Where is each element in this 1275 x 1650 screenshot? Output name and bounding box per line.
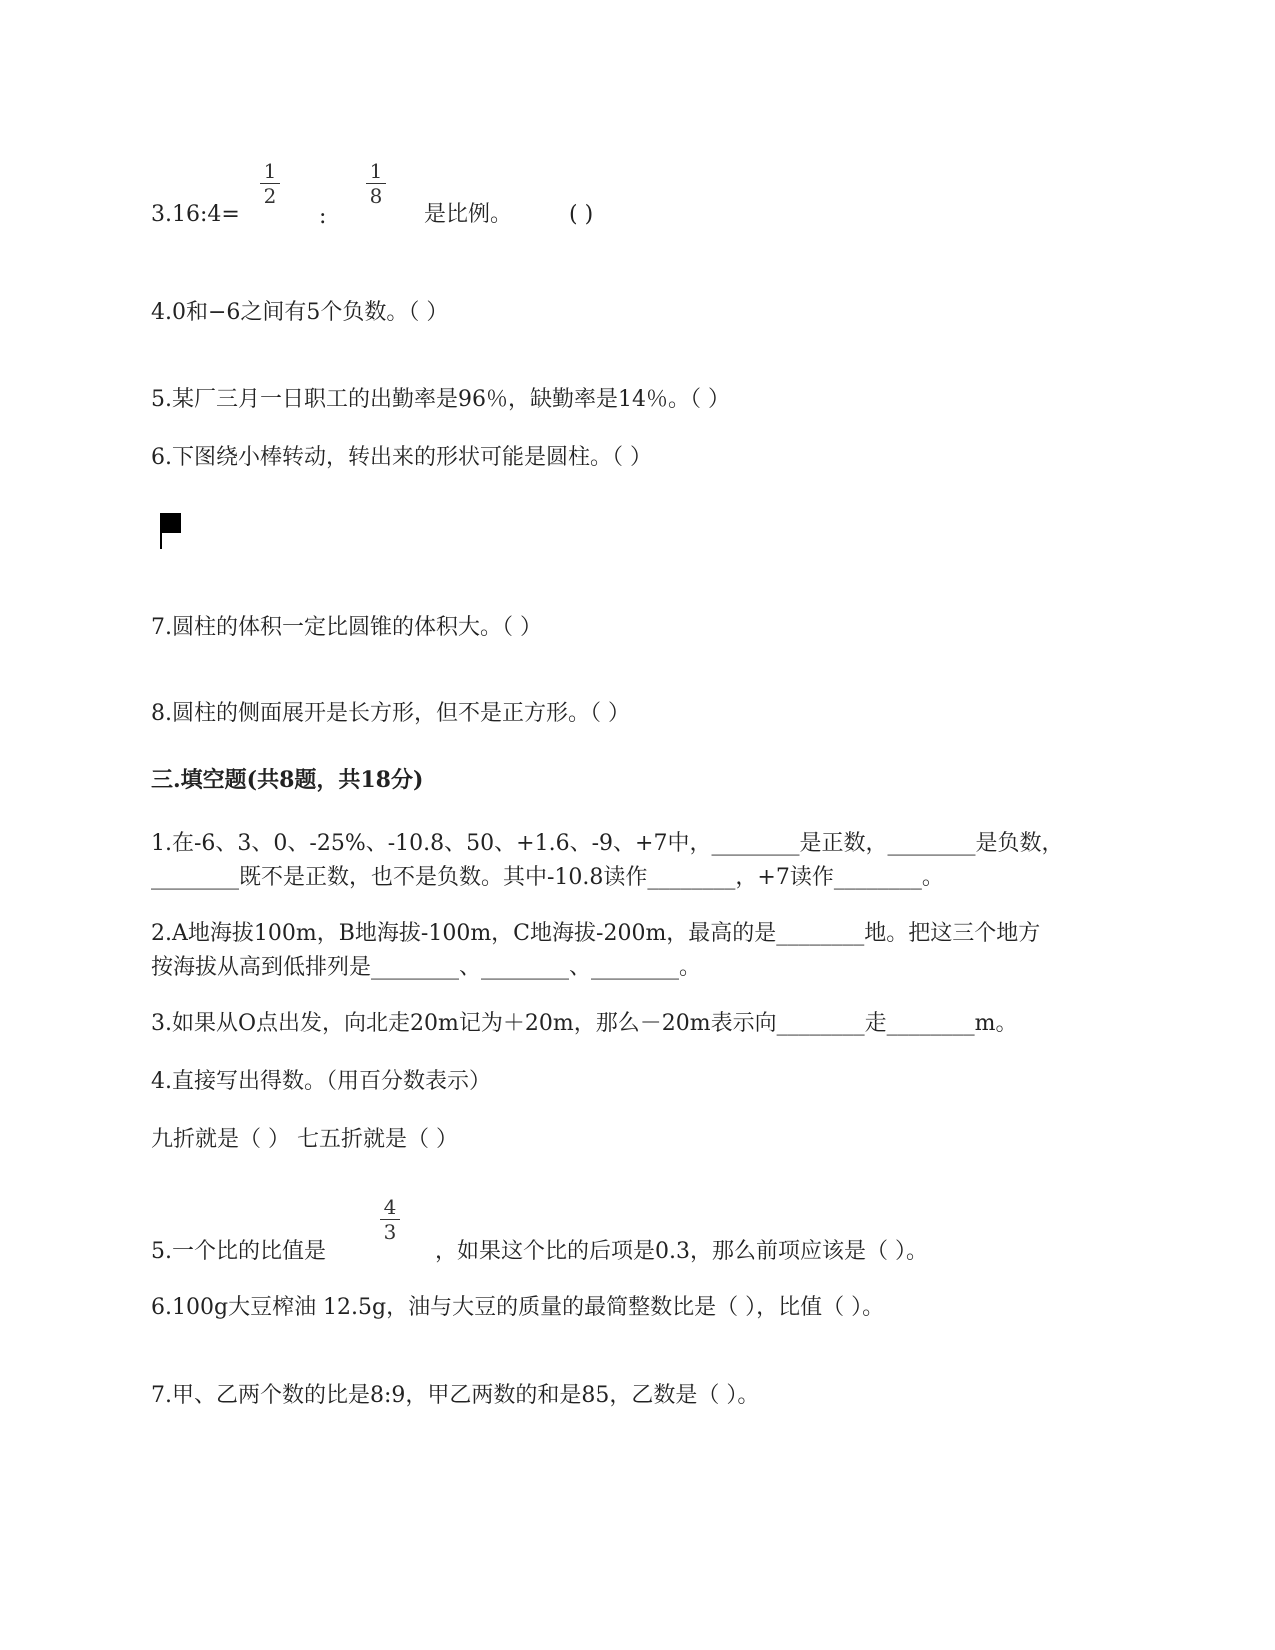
fill-q1-line-1: 1.在-6、3、0、-25%、-10.8、50、+1.6、-9、+7中，________是正数，________是负数， [151, 831, 1064, 856]
question-8-judgement: 8.圆柱的侧面展开是长方形，但不是正方形。（ ） [151, 701, 630, 726]
q3-frac1-denominator: 2 [263, 184, 277, 208]
fill-q3: 3.如果从O点出发，向北走20m记为＋20m，那么－20m表示向________走________m。 [151, 1011, 1018, 1036]
q3-prefix: 3.16:4= [151, 202, 240, 227]
question-7-judgement: 7.圆柱的体积一定比圆锥的体积大。（ ） [151, 615, 542, 640]
q3-frac1-numerator: 1 [263, 159, 277, 183]
fill-q5-denominator: 3 [383, 1220, 397, 1244]
fill-q5-suffix: ，如果这个比的后项是0.3，那么前项应该是（ ）。 [435, 1239, 928, 1264]
fill-q5-prefix: 5.一个比的比值是 [151, 1239, 326, 1264]
q3-fraction-2 [364, 160, 388, 207]
fill-q5-fraction [378, 1196, 402, 1243]
q3-suffix: 是比例。 [424, 202, 513, 227]
q3-frac2-numerator: 1 [369, 159, 383, 183]
fill-q4: 4.直接写出得数。（用百分数表示） [151, 1069, 491, 1094]
section-heading-fill-in: 三.填空题(共8题，共18分) [151, 767, 424, 793]
q3-frac2-denominator: 8 [369, 184, 383, 208]
fill-q2-line-1: 2.A地海拔100m，B地海拔-100m，C地海拔-200m，最高的是________地。把这三个地方 [151, 921, 1041, 946]
question-6-judgement: 6.下图绕小棒转动，转出来的形状可能是圆柱。（ ） [151, 445, 652, 470]
flag-icon [160, 513, 184, 549]
q3-answer-bracket: ( ) [569, 202, 594, 227]
fill-q7: 7.甲、乙两个数的比是8:9，甲乙两数的和是85，乙数是（ ）。 [151, 1383, 760, 1408]
question-4-judgement: 4.0和−6之间有5个负数。（ ） [151, 300, 449, 325]
fill-q1-line-2: ________既不是正数，也不是负数。其中-10.8读作________，+7读作________。 [151, 865, 944, 890]
fill-q4-items: 九折就是（ ） 七五折就是（ ） [151, 1127, 458, 1152]
question-5-judgement: 5.某厂三月一日职工的出勤率是96％，缺勤率是14％。（ ） [151, 387, 730, 412]
fill-q2-line-2: 按海拔从高到低排列是________、________、________。 [151, 955, 702, 980]
q3-fraction-1 [258, 160, 282, 207]
fill-q5-numerator: 4 [383, 1195, 397, 1219]
q3-colon: : [319, 204, 327, 229]
fill-q6: 6.100g大豆榨油 12.5g，油与大豆的质量的最简整数比是（ ），比值（ ）。 [151, 1295, 885, 1320]
